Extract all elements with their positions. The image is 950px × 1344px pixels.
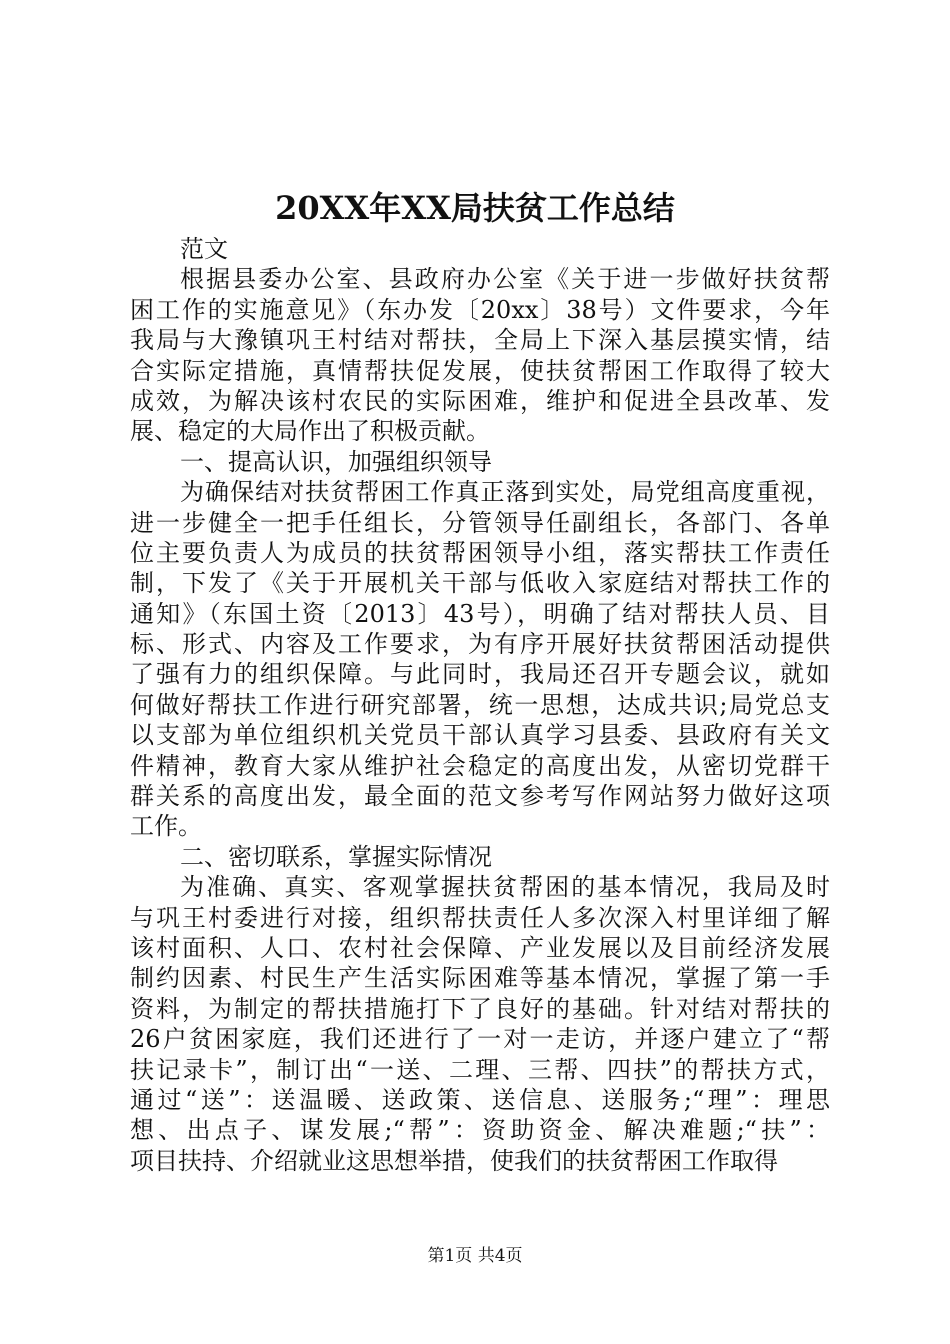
- text-line: 想、出点子、谋发展;“帮”：资助资金、解决难题;“扶”：: [130, 1116, 830, 1145]
- text-line: 资料，为制定的帮扶措施打下了良好的基础。针对结对帮扶的: [130, 994, 830, 1023]
- paragraph: [130, 477, 830, 842]
- text-line: 展、稳定的大局作出了积极贡献。: [130, 417, 490, 446]
- text-line: 为确保结对扶贫帮困工作真正落到实处，局党组高度重视，: [180, 478, 830, 507]
- paragraph: [130, 447, 830, 477]
- paragraph: [130, 264, 830, 446]
- text-line: 通过“送”：送温暖、送政策、送信息、送服务;“理”：理思: [130, 1085, 830, 1114]
- document-label: 范文: [180, 235, 228, 263]
- paragraph: [130, 842, 830, 872]
- text-line: 位主要负责人为成员的扶贫帮困领导小组，落实帮扶工作责任: [130, 538, 830, 567]
- text-line: 为准确、真实、客观掌握扶贫帮困的基本情况，我局及时: [180, 873, 830, 902]
- text-line: 我局与大豫镇巩王村结对帮扶，全局上下深入基层摸实情，结: [130, 326, 830, 355]
- text-line: 件精神，教育大家从维护社会稳定的高度出发，从密切党群干: [130, 751, 830, 780]
- text-line: 制约因素、村民生产生活实际困难等基本情况，掌握了第一手: [130, 964, 830, 993]
- text-line: 合实际定措施，真情帮扶促发展，使扶贫帮困工作取得了较大: [130, 356, 830, 385]
- text-line: 了强有力的组织保障。与此同时，我局还召开专题会议，就如: [130, 660, 830, 689]
- paragraph: [130, 872, 830, 1176]
- text-line: 扶记录卡”，制订出“一送、二理、三帮、四扶”的帮扶方式，: [130, 1055, 830, 1084]
- text-line: 何做好帮扶工作进行研究部署，统一思想，达成共识;局党总支: [130, 690, 830, 719]
- text-line: 26户贫困家庭，我们还进行了一对一走访，并逐户建立了“帮: [130, 1025, 830, 1054]
- text-line: 困工作的实施意见》（东办发〔20xx〕38号）文件要求，今年: [130, 295, 830, 324]
- text-line: 根据县委办公室、县政府办公室《关于进一步做好扶贫帮: [180, 265, 830, 294]
- text-line: 一、提高认识，加强组织领导: [180, 447, 492, 476]
- text-line: 通知》（东国土资〔2013〕43号），明确了结对帮扶人员、目: [130, 599, 830, 628]
- text-line: 进一步健全一把手任组长，分管领导任副组长，各部门、各单: [130, 508, 830, 537]
- text-line: 群关系的高度出发，最全面的范文参考写作网站努力做好这项: [130, 782, 830, 811]
- text-line: 二、密切联系，掌握实际情况: [180, 842, 492, 871]
- document-body: [130, 234, 830, 1176]
- text-line: 制，下发了《关于开展机关干部与低收入家庭结对帮扶工作的: [130, 569, 830, 598]
- text-line: 该村面积、人口、农村社会保障、产业发展以及目前经济发展: [130, 933, 830, 962]
- text-line: 与巩王村委进行对接，组织帮扶责任人多次深入村里详细了解: [130, 903, 830, 932]
- page-footer: 第1页 共4页: [427, 1246, 523, 1266]
- text-line: 项目扶持、介绍就业这思想举措，使我们的扶贫帮困工作取得: [130, 1146, 778, 1175]
- document-title: 20XX年XX局扶贫工作总结: [275, 189, 675, 227]
- text-line: 标、形式、内容及工作要求，为有序开展好扶贫帮困活动提供: [130, 630, 830, 659]
- text-line: 成效，为解决该村农民的实际困难，维护和促进全县改革、发: [130, 386, 830, 415]
- text-line: 以支部为单位组织机关党员干部认真学习县委、县政府有关文: [130, 721, 830, 750]
- text-line: 工作。: [130, 812, 202, 841]
